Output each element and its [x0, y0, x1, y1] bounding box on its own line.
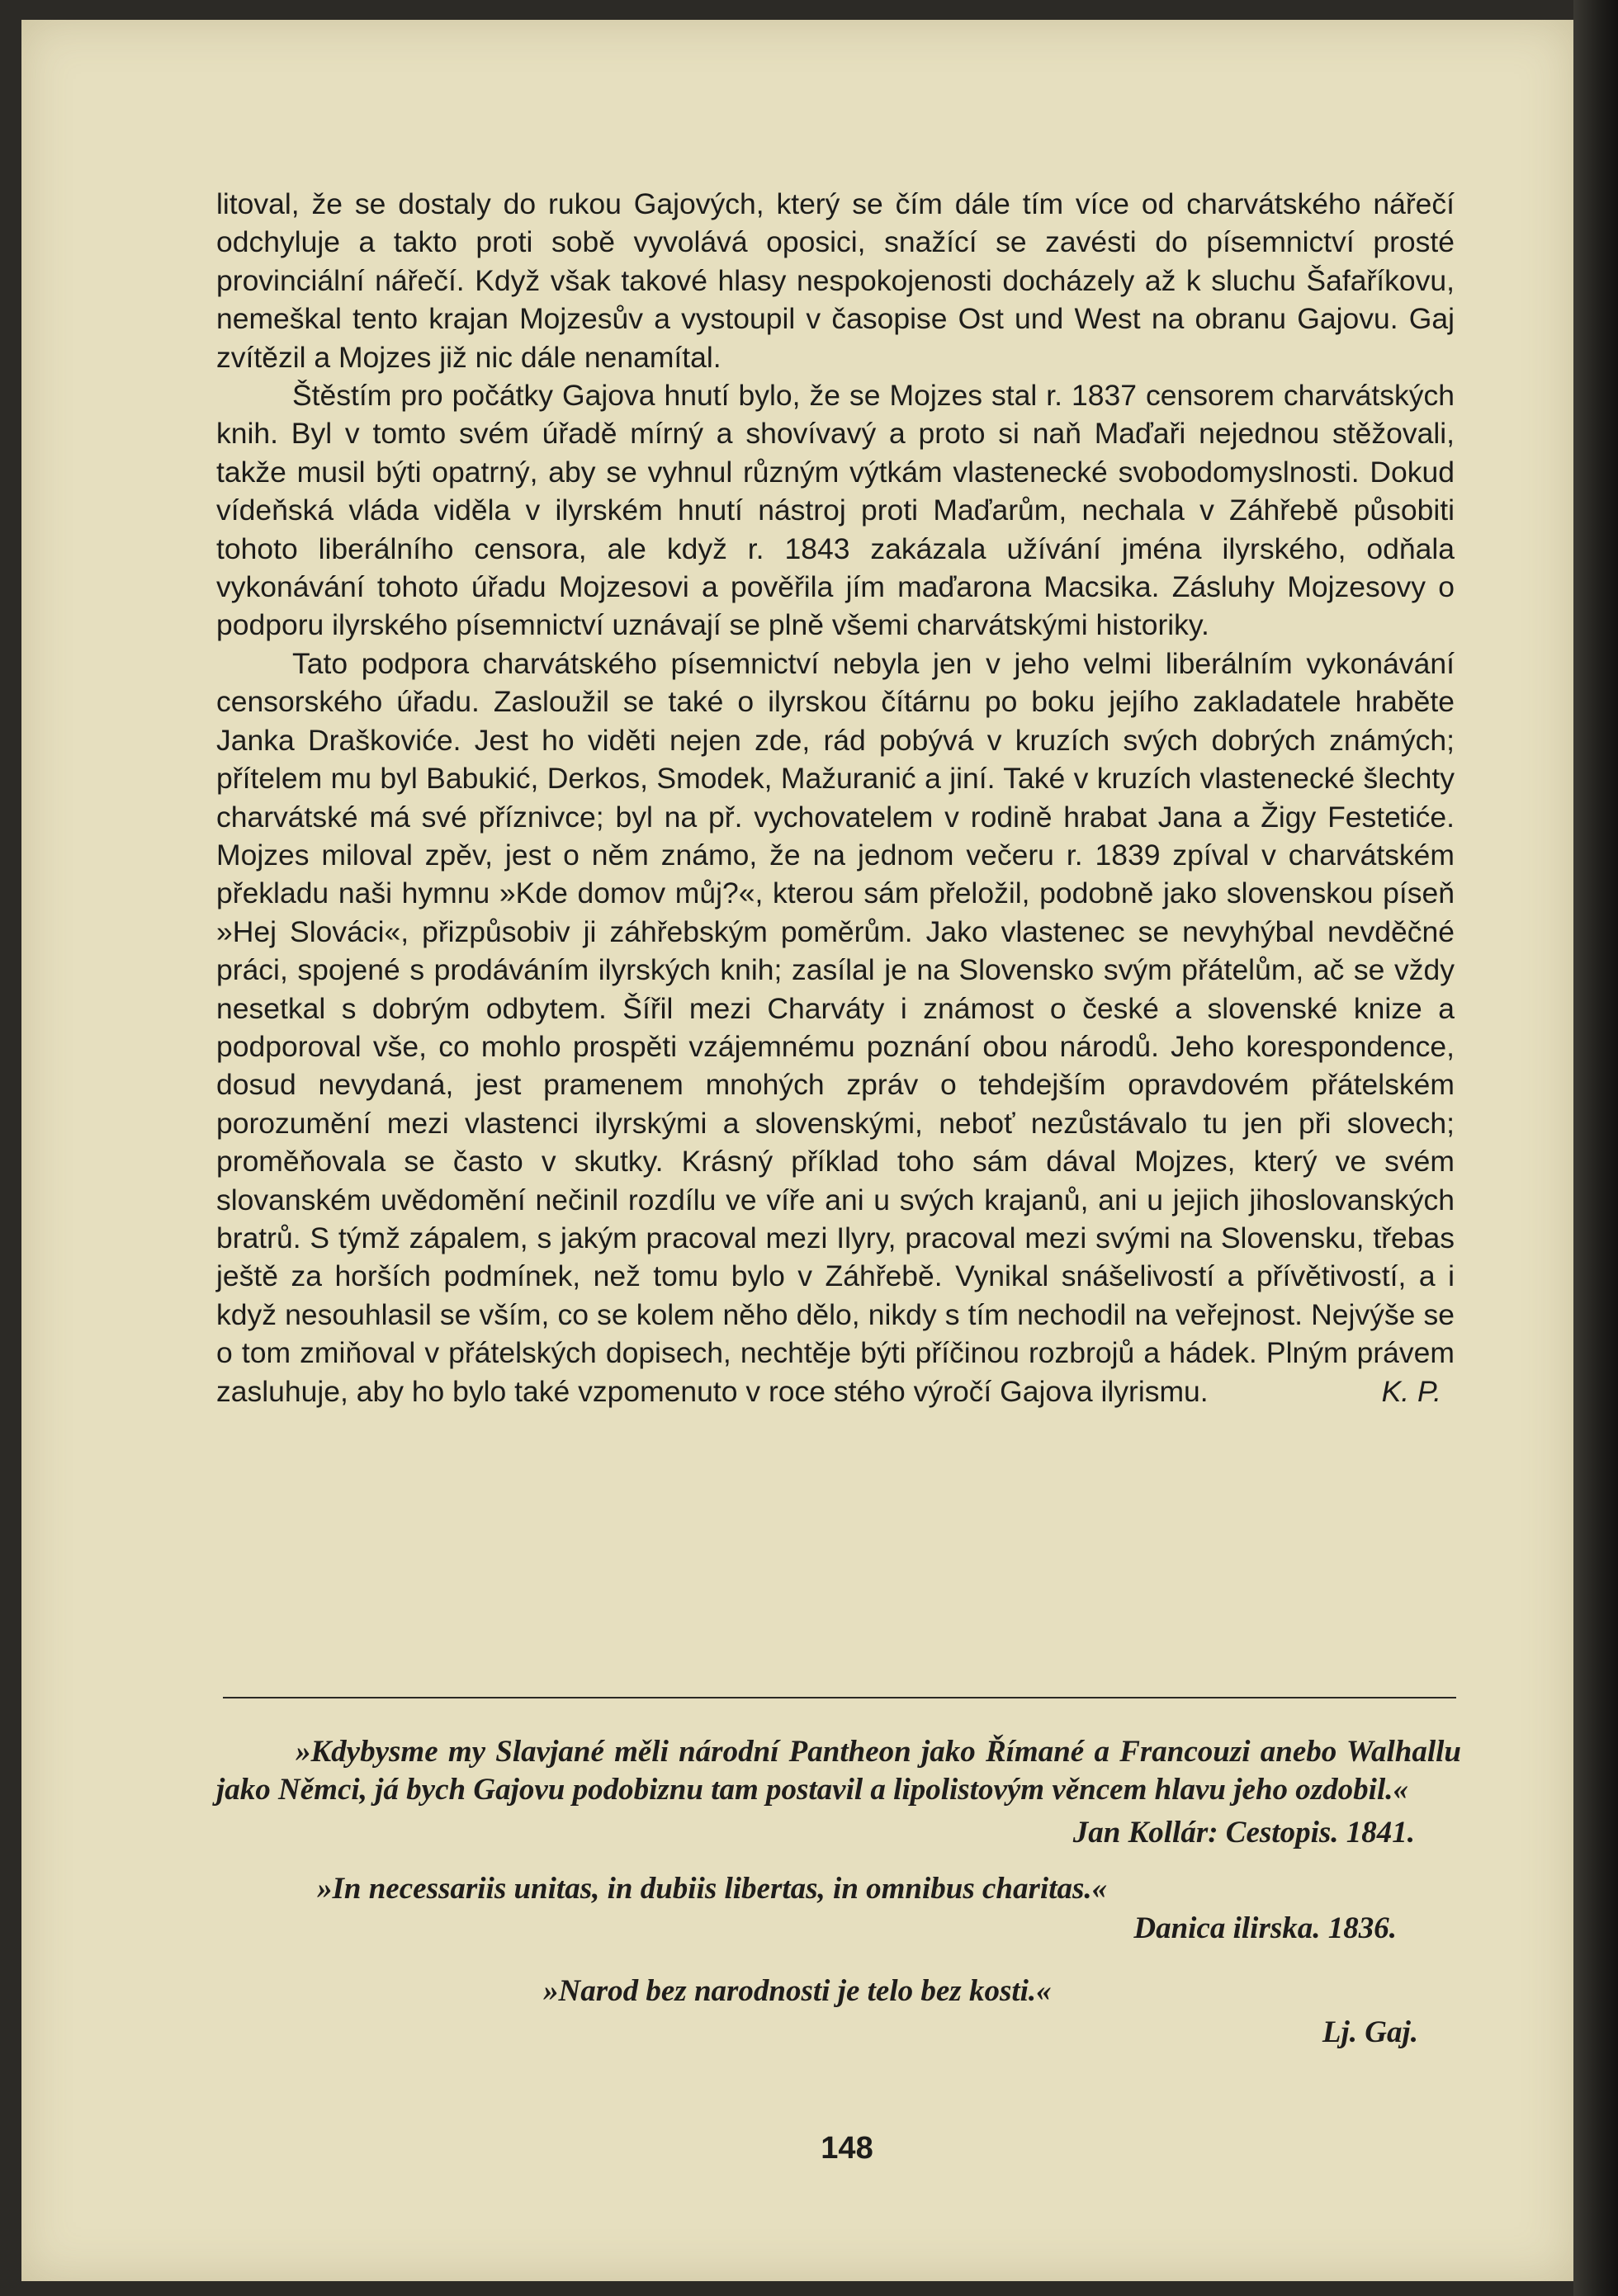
book-spine: [1573, 0, 1618, 2296]
quote-kollar-attribution: Jan Kollár: Cestopis. 1841.: [1072, 1816, 1415, 1850]
article-body: [216, 185, 1455, 1410]
quotes-section: [216, 1733, 1461, 2052]
quote-danica-attribution: Danica ilirska. 1836.: [1133, 1911, 1397, 1945]
quote-gaj-attribution: Lj. Gaj.: [1322, 2015, 1418, 2049]
section-divider: [223, 1697, 1456, 1698]
quote-gaj: »Narod bez narodnosti je telo bez kosti.«: [543, 1974, 1052, 2008]
page-number: 148: [821, 2131, 873, 2166]
paragraph-continued: litoval, že se dostaly do rukou Gajových, který se čím dále tím více od charvátského nářečí odchyluje a takto proti sobě vyvolává oposici, snažící se zavésti do písemnictví prosté provinciální nářečí. Když však takové hlasy nespokojenosti docházely až k sluchu Šafaříkovu, nemeškal tento krajan Mojzesův a vystoupil v časopise Ost und West na obranu Gajovu. Gaj zvítězil a Mojzes již nic dále nenamítal.: [216, 187, 1455, 374]
paragraph-support-text: Tato podpora charvátského písemnictví nebyla jen v jeho velmi liberálním vykonávání censorského úřadu. Zasloužil se také o ilyrskou čítárnu po boku jejího zakladatele hraběte Janka Draškoviće. Jest ho viděti nejen zde, rád pobývá v kruzích svých dobrých známých; přítelem mu byl Babukić, Derkos, Smodek, Mažuranić a jiní. Také v kruzích vlastenecké šlechty charvátské má své příznivce; byl na př. vychovatelem v rodině hrabat Jana a Žigy Festetiće. Mojzes miloval zpěv, jest o něm známo, že na jednom večeru r. 1839 zpíval v charvátském překladu naši hymnu »Kde domov můj?«, kterou sám přeložil, podobně jako slovenskou píseň »Hej Slováci«, přizpůsobiv ji záhřebským poměrům. Jako vlastenec se nevyhýbal nevděčné práci, spojené s prodáváním ilyrských knih; zasílal je na Slovensko svým přátelům, ač se vždy nesetkal s dobrým odbytem. Šířil mezi Charváty i známost o české a slovenské knize a podporoval vše, co mohlo prospěti vzájemnému poznání obou národů. Jeho korespondence, dosud nevydaná, jest pramenem mnohých zpráv o tehdejším opravdovém přátelském porozumění mezi vlastenci ilyrskými a slovenskými, neboť nezůstávalo tu jen při slovech; proměňovala se často v skutky. Krásný příklad toho sám dával Mojzes, který ve svém slovanském uvědomění nečinil rozdílu ve víře ani u svých krajanů, ani u jejich jihoslovanských bratrů. S týmž zápalem, s jakým pracoval mezi Ilyry, pracoval mezi svými na Slovensku, třebas ještě za horších podmínek, než tomu bylo v Záhřebě. Vynikal snášelivostí a přívětivostí, a i když nesouhlasil se vším, co se kolem něho dělo, nikdy s tím nechodil na veřejnost. Nejvýše se o tom zmiňoval v přátelských dopisech, nechtěje býti příčinou rozbrojů a hádek. Plným právem zasluhuje, aby ho bylo také vzpomenuto v roce stého výročí Gajova ilyrismu.: [216, 646, 1455, 1408]
paragraph-support: [216, 645, 1455, 1410]
paragraph-censor: Štěstím pro počátky Gajova hnutí bylo, že se Mojzes stal r. 1837 censorem charvátských knih. Byl v tomto svém úřadě mírný a shovívavý a proto si naň Maďaři nejednou stěžovali, takže musil býti opatrný, aby se vyhnul různým výtkám vlastenecké svobodomyslnosti. Dokud vídeňská vláda viděla v ilyrském hnutí nástroj proti Maďarům, nechala v Záhřebě působiti tohoto liberálního censora, ale když r. 1843 zakázala užívání jména ilyrského, odňala vykonávání tohoto úřadu Mojzesovi a pověřila jím maďarona Macsika. Zásluhy Mojzesovy o podporu ilyrského písemnictví uznávají se plně všemi charvátskými historiky.: [216, 379, 1455, 642]
quote-danica: »In necessariis unitas, in dubiis libertas, in omnibus charitas.«: [317, 1872, 1108, 1906]
quote-kollar: »Kdybysme my Slavjané měli národní Pantheon jako Římané a Francouzi anebo Walhallu jako Němci, já bych Gajovu podobiznu tam postavil a lipolistovým věncem hlavu jeho ozdobil.«: [216, 1735, 1461, 1807]
author-signature: K. P.: [1381, 1374, 1441, 1408]
